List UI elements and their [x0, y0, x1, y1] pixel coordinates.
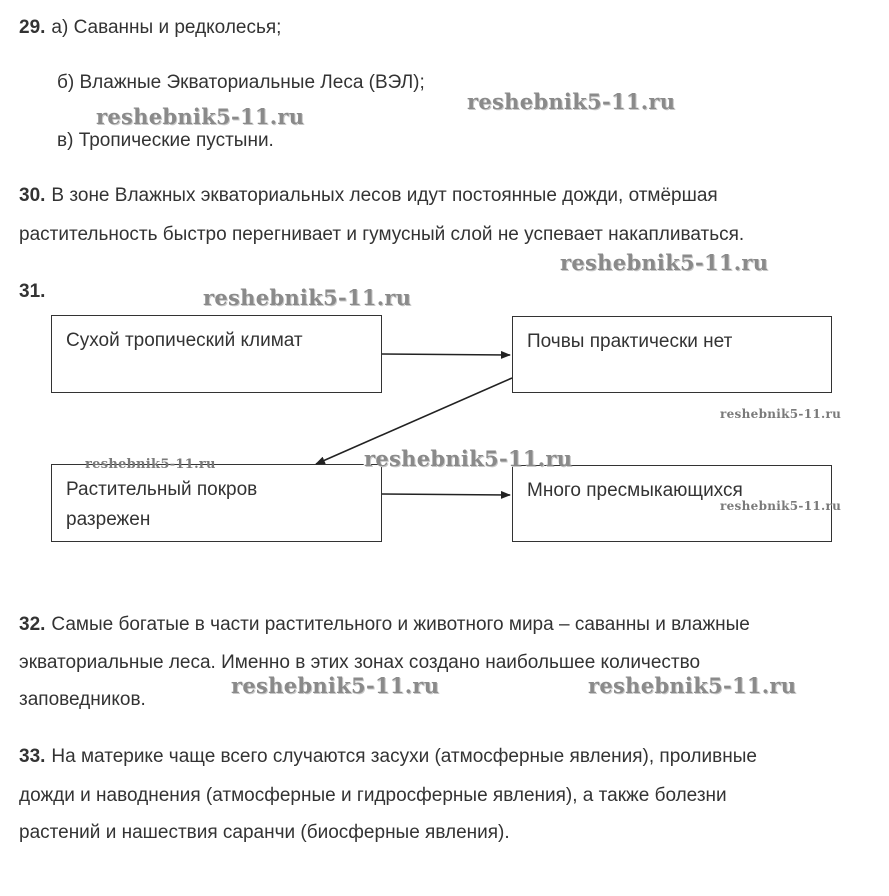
answer-number: 31.	[19, 281, 46, 302]
arrow-vegetation-to-reptiles	[382, 494, 510, 495]
answer-number: 32.	[19, 614, 46, 635]
answer-text: а) Саванны и редколесья;	[51, 17, 282, 38]
watermark: reshebnik5-11.ru	[96, 104, 305, 129]
answer-32-line2: экваториальные леса. Именно в этих зонах создано наибольшее количество	[19, 652, 701, 673]
watermark: reshebnik5-11.ru	[720, 407, 842, 421]
arrow-climate-to-soil	[382, 354, 510, 355]
watermark: reshebnik5-11.ru	[720, 499, 842, 513]
box-label: Сухой тропический климат	[66, 330, 303, 351]
answer-number: 29.	[19, 17, 46, 38]
watermark: reshebnik5-11.ru	[364, 446, 573, 471]
answer-number: 30.	[19, 185, 46, 206]
box-label-line1: Растительный покров	[66, 479, 258, 500]
watermark: reshebnik5-11.ru	[588, 673, 797, 698]
watermark: reshebnik5-11.ru	[203, 285, 412, 310]
box-label: Много пресмыкающихся	[527, 480, 743, 501]
answer-33-line1	[19, 746, 757, 768]
answer-33-line2: дожди и наводнения (атмосферные и гидросферные явления), а также болезни	[19, 785, 727, 806]
answer-33-line3: растений и нашествия саранчи (биосферные явления).	[19, 822, 510, 843]
answer-text: В зоне Влажных экваториальных лесов идут постоянные дожди, отмёршая	[51, 185, 718, 206]
answer-29-b: б) Влажные Экваториальные Леса (ВЭЛ);	[57, 72, 425, 93]
watermark: reshebnik5-11.ru	[85, 457, 216, 472]
watermark: reshebnik5-11.ru	[560, 250, 769, 275]
answer-32-line1	[19, 614, 750, 636]
answer-text: На материке чаще всего случаются засухи (атмосферные явления), проливные	[51, 746, 757, 767]
answer-30-line2: растительность быстро перегнивает и гумусный слой не успевает накапливаться.	[19, 224, 745, 245]
watermark: reshebnik5-11.ru	[231, 673, 440, 698]
answer-number: 33.	[19, 746, 46, 767]
answer-text: Самые богатые в части растительного и животного мира – саванны и влажные	[51, 614, 750, 635]
watermark: reshebnik5-11.ru	[467, 89, 676, 114]
answer-29-c: в) Тропические пустыни.	[57, 130, 274, 151]
answer-32-line3: заповедников.	[19, 689, 146, 710]
box-label-line2: разрежен	[66, 509, 151, 530]
box-label: Почвы практически нет	[527, 331, 733, 352]
